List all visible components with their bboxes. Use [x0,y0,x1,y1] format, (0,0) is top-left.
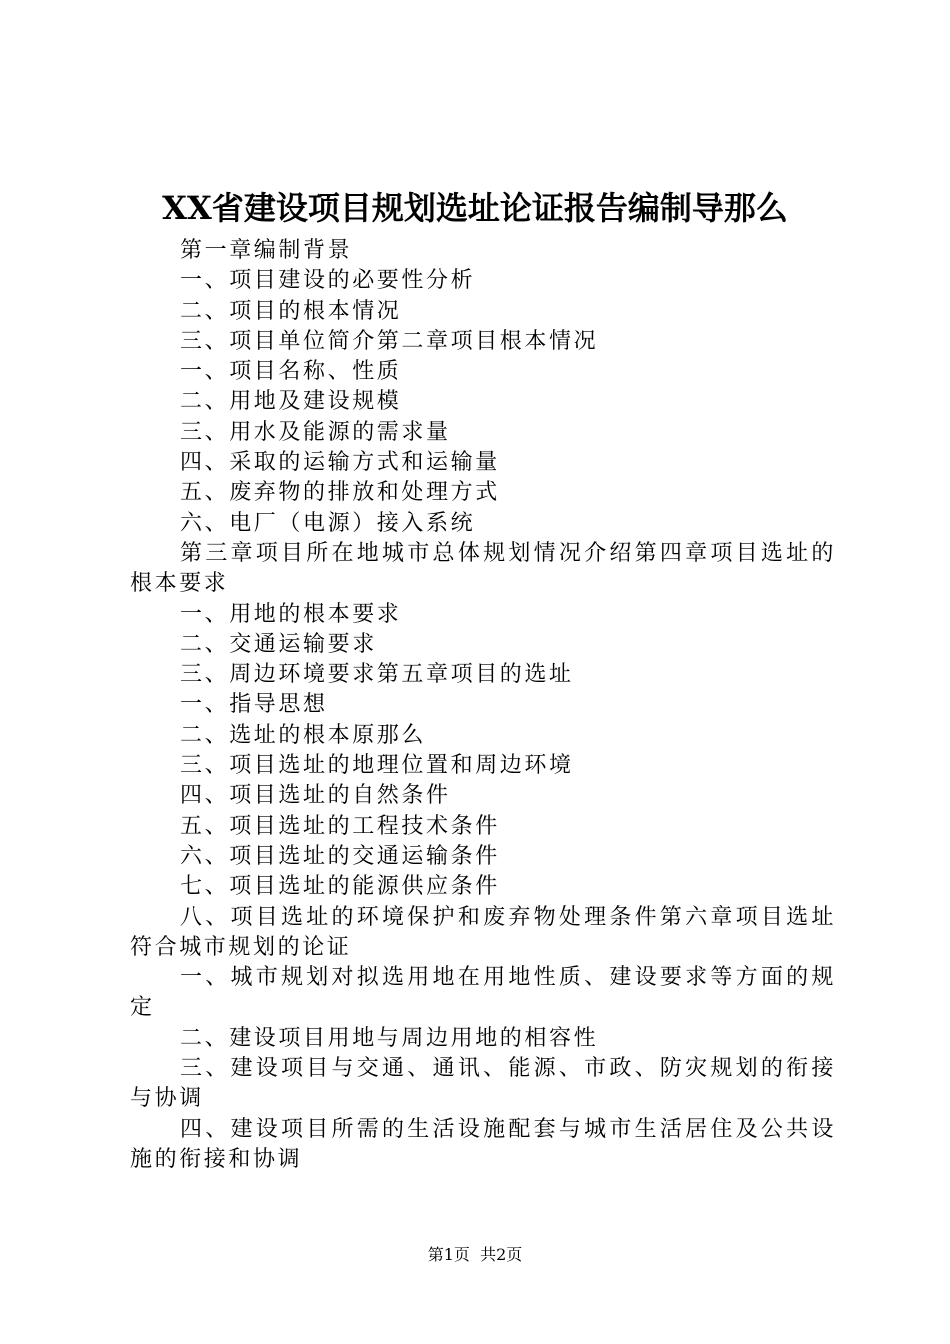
paragraph: 二、用地及建设规模 [180,389,402,415]
document-title: XX省建设项目规划选址论证报告编制导那么 [162,189,788,227]
paragraph: 四、建设项目所需的生活设施配套与城市生活居住及公共设施的衔接和协调 [130,1116,836,1172]
paragraph: 三、建设项目与交通、通讯、能源、市政、防灾规划的衔接与协调 [130,1056,836,1112]
paragraph: 一、指导思想 [180,692,328,718]
paragraph: 第三章项目所在地城市总体规划情况介绍第四章项目选址的根本要求 [130,540,836,597]
paragraph: 三、用水及能源的需求量 [180,419,451,445]
paragraph: 二、交通运输要求 [180,631,377,657]
paragraph: 六、项目选址的交通运输条件 [180,843,500,869]
paragraph: 第一章编制背景 [180,238,353,263]
paragraph: 四、采取的运输方式和运输量 [180,450,500,476]
paragraph: 二、项目的根本情况 [180,298,402,324]
paragraph: 四、项目选址的自然条件 [180,783,451,809]
paragraph: 二、建设项目用地与周边用地的相容性 [180,1025,599,1051]
paragraph: 五、项目选址的工程技术条件 [180,813,500,839]
paragraph: 二、选址的根本原那么 [180,722,427,748]
paragraph: 七、项目选址的能源供应条件 [180,874,500,900]
paragraph: 一、城市规划对拟选用地在用地性质、建设要求等方面的规定 [130,965,836,1021]
paragraph: 三、项目选址的地理位置和周边环境 [180,753,574,779]
paragraph: 一、项目建设的必要性分析 [180,268,476,294]
paragraph: 五、废弃物的排放和处理方式 [180,480,500,506]
document-body [130,236,836,1175]
page-footer: 第1页 共2页 [427,1245,523,1264]
paragraph: 八、项目选址的环境保护和废弃物处理条件第六章项目选址符合城市规划的论证 [130,904,836,960]
paragraph: 一、项目名称、性质 [180,359,402,385]
paragraph: 六、电厂（电源）接入系统 [180,510,476,536]
paragraph: 三、周边环境要求第五章项目的选址 [180,662,574,688]
paragraph: 一、用地的根本要求 [180,601,402,627]
paragraph: 三、项目单位简介第二章项目根本情况 [180,328,599,354]
